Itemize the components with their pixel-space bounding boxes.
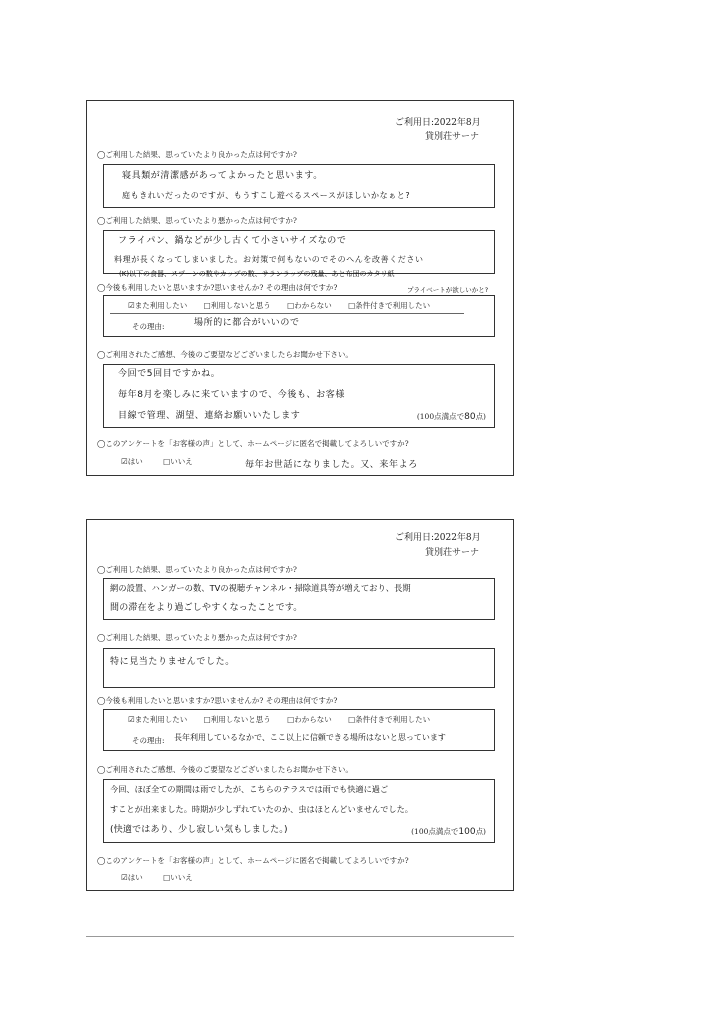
publish-options <box>121 872 211 883</box>
option-yes[interactable]: ☑はい <box>121 457 143 466</box>
score-value: 100 <box>458 827 476 837</box>
survey-form-2 <box>86 519 514 891</box>
score-prefix: (100点満点で <box>411 827 459 836</box>
facility-name: 貸別荘サーナ <box>425 132 480 142</box>
survey-form-1 <box>86 100 514 476</box>
option-unsure[interactable]: □わからない <box>287 715 332 724</box>
question-comments: ◯ご利用されたご感想、今後のご要望などございましたらお聞かせ下さい。 <box>97 350 353 359</box>
handwritten-answer: 寝具類が清潔感があってよかったと思います。 <box>122 171 323 181</box>
option-no[interactable]: □いいえ <box>163 457 193 466</box>
divider <box>110 313 464 314</box>
handwritten-answer: 特に見当たりませんでした。 <box>110 657 235 667</box>
handwritten-comment: 今回で5回目ですかね。 <box>118 369 221 379</box>
question-reuse: ◯今後も利用したいと思いますか?思いませんか? その理由は何ですか? <box>97 696 338 705</box>
handwritten-comment: 毎年8月を楽しみに来ていますので、今後も、お客様 <box>118 390 345 400</box>
handwritten-note: プライベートが欲しいかと? <box>407 286 489 294</box>
score <box>411 826 486 837</box>
question-bad-points: ◯ご利用した結果、思っていたより悪かった点は何ですか? <box>97 216 297 225</box>
usage-date: ご利用日:2022年8月 <box>395 533 481 543</box>
answer-box-good <box>103 164 495 208</box>
handwritten-comment: (快適ではあり、少し寂しい気もしました。) <box>110 825 288 835</box>
publish-options <box>121 456 211 467</box>
handwritten-note: (K)以下の食器、スプーンの数やカップの数、サランラップの残量、あと布団のカタリ紙 <box>119 270 395 278</box>
reuse-options <box>128 714 444 725</box>
handwritten-comment: すことが出来ました。時期が少しずれていたのか、虫はほとんどいませんでした。 <box>110 804 413 814</box>
handwritten-answer: フライパン、鍋などが少し古くて小さいサイズなので <box>118 236 347 246</box>
handwritten-reason: 場所的に都合がいいので <box>194 318 300 328</box>
answer-box-bad <box>103 648 495 688</box>
question-publish: ◯このアンケートを「お客様の声」として、ホームページに匿名で掲載してよろしいですか? <box>97 439 409 448</box>
answer-box-good <box>103 578 495 620</box>
option-not-reuse[interactable]: □利用しないと思う <box>203 301 271 310</box>
reason-label: その理由: <box>132 322 165 331</box>
handwritten-comment: 今回、ほぼ全ての期間は雨でしたが、こちらのテラスでは雨でも快適に過ご <box>110 784 389 794</box>
comments-box <box>103 779 495 843</box>
score <box>417 411 486 422</box>
handwritten-comment: 目線で管理、湖望、連絡お願いいたします <box>118 411 301 421</box>
question-good-points: ◯ご利用した結果、思っていたより良かった点は何ですか? <box>97 150 297 159</box>
option-reuse[interactable]: ☑また利用したい <box>128 715 188 724</box>
score-prefix: (100点満点で <box>416 412 465 421</box>
score-value: 80 <box>464 412 476 422</box>
option-conditional[interactable]: □条件付きで利用したい <box>348 301 431 310</box>
handwritten-answer: 網の設置、ハンガーの数、TVの視聴チャンネル・掃除道具等が増えており、長期 <box>110 583 411 593</box>
handwritten-answer: 間の滞在をより過ごしやすくなったことです。 <box>110 603 303 613</box>
score-suffix: 点) <box>475 827 486 836</box>
comments-box <box>103 364 495 428</box>
question-reuse: ◯今後も利用したいと思いますか?思いませんか? その理由は何ですか? <box>97 283 338 292</box>
handwritten-closing: 毎年お世話になりました。又、来年よろ <box>245 460 418 470</box>
option-reuse[interactable]: ☑また利用したい <box>128 301 188 310</box>
reuse-box <box>103 295 495 337</box>
handwritten-reason: 長年利用しているなかで、ここ以上に信頼できる場所はないと思っています <box>174 733 446 742</box>
reuse-options <box>128 300 444 311</box>
handwritten-answer: 料理が長くなってしまいました。お対策で何もないのでそのへんを改善ください <box>114 255 424 264</box>
page-footer-divider <box>86 936 514 937</box>
question-good-points: ◯ご利用した結果、思っていたより良かった点は何ですか? <box>97 565 297 574</box>
option-no[interactable]: □いいえ <box>163 873 193 882</box>
question-publish: ◯このアンケートを「お客様の声」として、ホームページに匿名で掲載してよろしいですか? <box>97 856 409 865</box>
reason-label: その理由: <box>132 736 165 745</box>
option-conditional[interactable]: □条件付きで利用したい <box>348 715 431 724</box>
question-bad-points: ◯ご利用した結果、思っていたより悪かった点は何ですか? <box>97 633 297 642</box>
answer-box-bad <box>103 230 495 274</box>
option-yes[interactable]: ☑はい <box>121 873 143 882</box>
question-comments: ◯ご利用されたご感想、今後のご要望などございましたらお聞かせ下さい。 <box>97 765 353 774</box>
option-not-reuse[interactable]: □利用しないと思う <box>203 715 271 724</box>
reuse-box <box>103 709 495 751</box>
handwritten-answer: 庭もきれいだったのですが、もうすこし遊べるスペースがほしいかなぁと? <box>122 191 411 200</box>
facility-name: 貸別荘サーナ <box>425 548 480 558</box>
option-unsure[interactable]: □わからない <box>287 301 332 310</box>
score-suffix: 点) <box>475 412 486 421</box>
usage-date: ご利用日:2022年8月 <box>395 118 481 128</box>
